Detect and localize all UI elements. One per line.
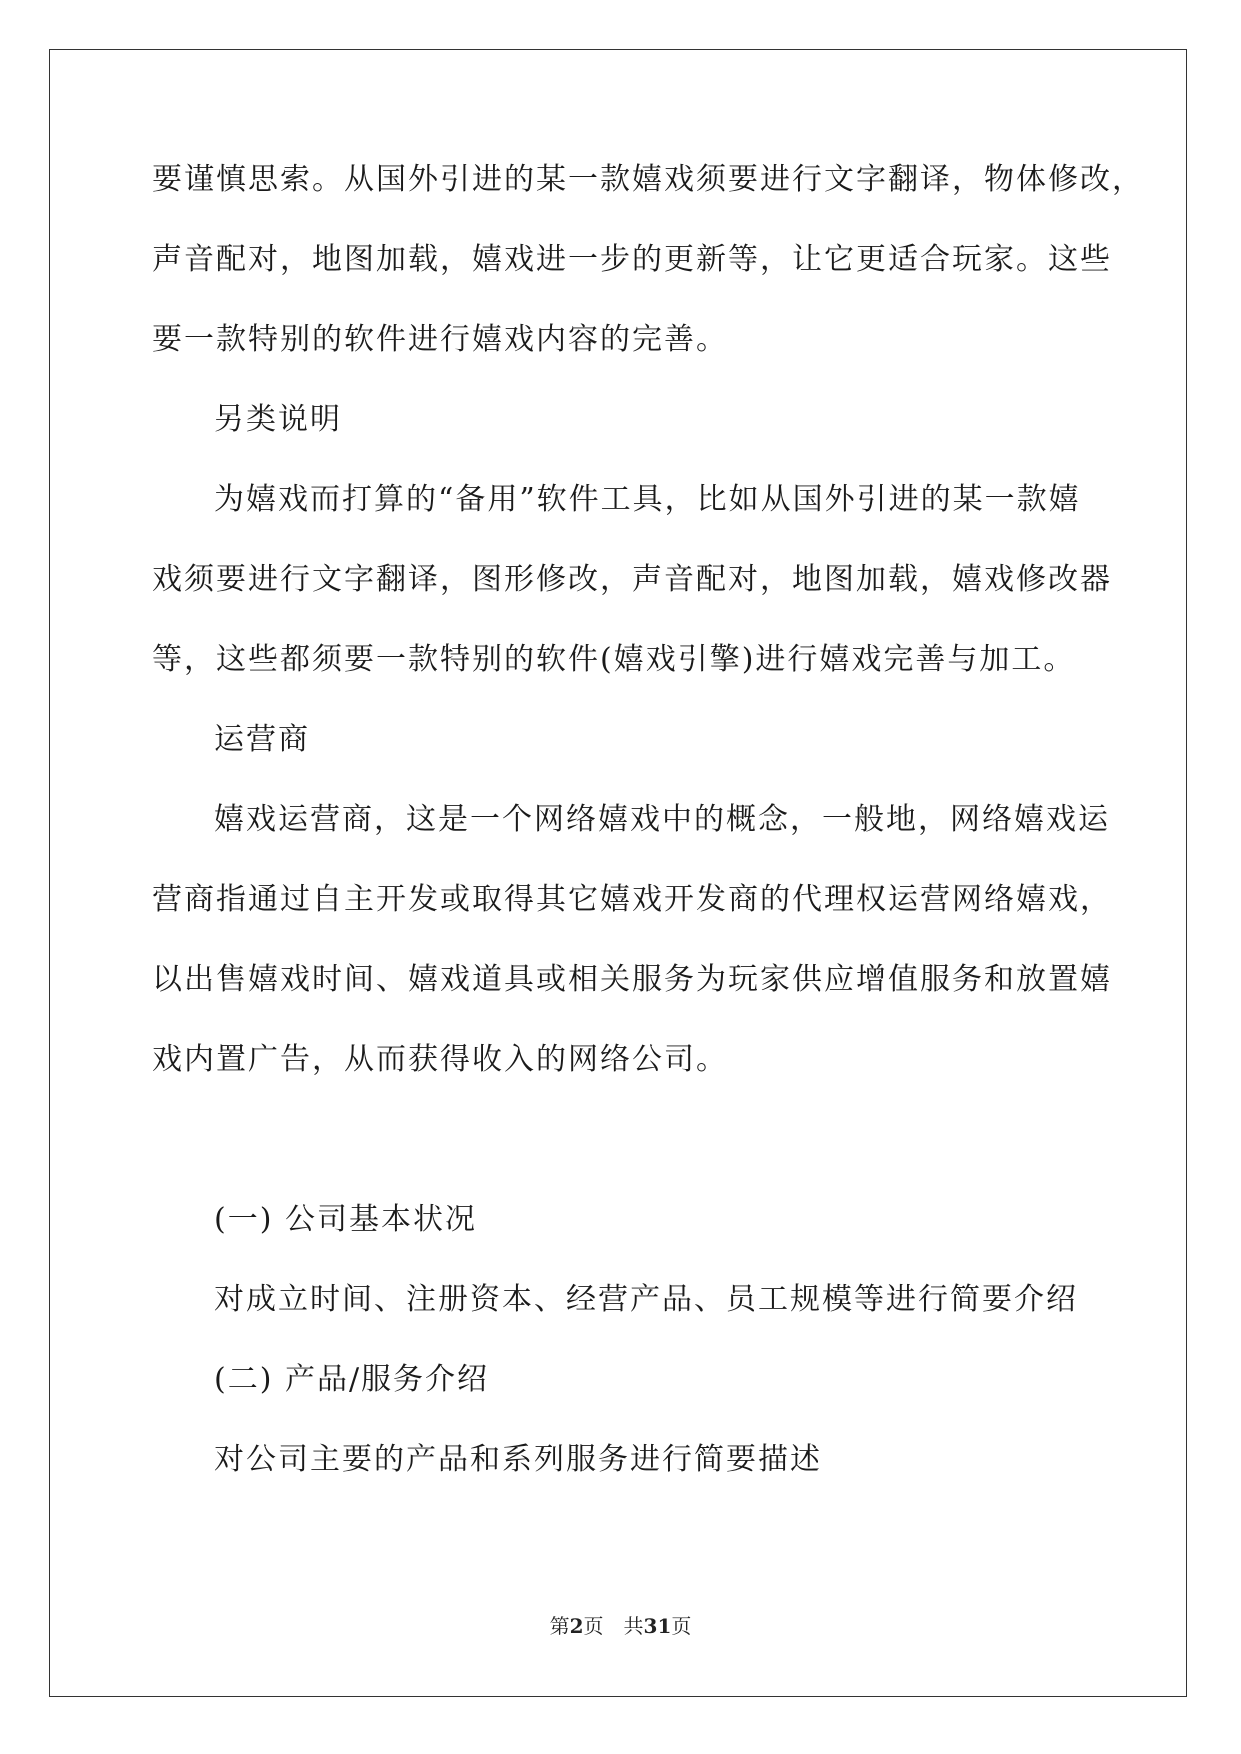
paragraph-line: 戏须要进行文字翻译，图形修改，声音配对，地图加载，嬉戏修改器 <box>152 562 1112 597</box>
subheading-operator: 运营商 <box>214 722 310 757</box>
paragraph-line: 以出售嬉戏时间、嬉戏道具或相关服务为玩家供应增值服务和放置嬉 <box>152 962 1112 997</box>
page-prefix: 第 <box>549 1614 570 1638</box>
paragraph-line: 为嬉戏而打算的“备用”软件工具，比如从国外引进的某一款嬉 <box>214 482 1081 517</box>
paragraph-line: 声音配对，地图加载，嬉戏进一步的更新等，让它更适合玩家。这些 <box>152 242 1112 277</box>
page-suffix: 页 <box>583 1614 604 1638</box>
paragraph-line: 要一款特别的软件进行嬉戏内容的完善。 <box>152 322 728 357</box>
subheading-other: 另类说明 <box>214 402 342 437</box>
paragraph-line: 要谨慎思索。从国外引进的某一款嬉戏须要进行文字翻译，物体修改， <box>152 162 1144 197</box>
paragraph-line: 嬉戏运营商，这是一个网络嬉戏中的概念，一般地，网络嬉戏运 <box>214 802 1110 837</box>
section-text-products: 对公司主要的产品和系列服务进行简要描述 <box>214 1442 822 1477</box>
page-footer <box>0 1610 1241 1639</box>
paragraph-line: 戏内置广告，从而获得收入的网络公司。 <box>152 1042 728 1077</box>
total-suffix: 页 <box>671 1614 692 1638</box>
section-heading-company: (一) 公司基本状况 <box>214 1202 477 1237</box>
total-prefix: 共 <box>623 1614 644 1638</box>
page-number: 2 <box>569 1614 584 1638</box>
paragraph-line: 等，这些都须要一款特别的软件(嬉戏引擎)进行嬉戏完善与加工。 <box>152 642 1076 677</box>
spacer <box>152 1100 1082 1180</box>
section-text-company: 对成立时间、注册资本、经营产品、员工规模等进行简要介绍 <box>214 1282 1078 1317</box>
document-body <box>152 140 1144 1500</box>
section-heading-products: (二) 产品/服务介绍 <box>214 1362 490 1397</box>
total-pages: 31 <box>643 1614 672 1638</box>
paragraph-line: 营商指通过自主开发或取得其它嬉戏开发商的代理权运营网络嬉戏， <box>152 882 1112 917</box>
